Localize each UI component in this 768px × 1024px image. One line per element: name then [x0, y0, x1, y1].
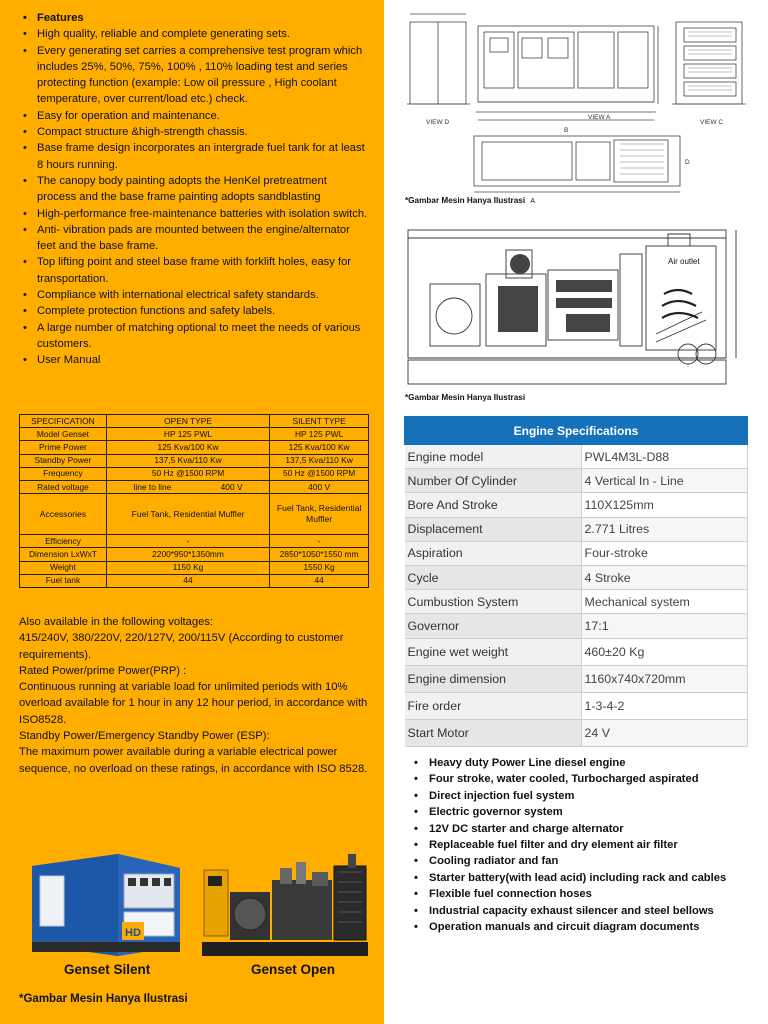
spec-label: Accessories: [20, 494, 107, 535]
engine-feature-item: • Cooling radiator and fan: [412, 853, 752, 869]
engine-spec-key: Engine model: [405, 445, 582, 469]
spec-header-row: [20, 415, 369, 428]
feature-item: • Compliance with international electrical safety standards.: [19, 287, 369, 303]
engine-spec-value: 4 Vertical In - Line: [581, 469, 748, 493]
engine-feature-item: • Operation manuals and circuit diagram documents: [412, 919, 752, 935]
engine-spec-value: 1160x740x720mm: [581, 665, 748, 692]
spec-label: Efficiency: [20, 535, 107, 548]
spec-open: 2200*950*1350mm: [106, 548, 269, 561]
spec-row: [20, 454, 369, 467]
voltage-prefix: line to line: [133, 481, 172, 492]
spec-header: SILENT TYPE: [270, 415, 369, 428]
engine-spec-key: Aspiration: [405, 541, 582, 565]
genset-silent-caption: Genset Silent: [64, 962, 151, 977]
engine-feature-item: • Flexible fuel connection hoses: [412, 886, 752, 902]
feature-item: • Easy for operation and maintenance.: [19, 108, 369, 124]
feature-item: • The canopy body painting adopts the HenKel pretreatment process and the base frame painting adopts sandblasting: [19, 173, 369, 206]
engine-spec-row: [405, 469, 748, 493]
feature-item: • Base frame design incorporates an intergrade fuel tank for at least 8 hours running.: [19, 140, 369, 173]
spec-silent: 44: [270, 574, 369, 587]
engine-spec-value: 2.771 Litres: [581, 517, 748, 541]
engine-spec-row: [405, 614, 748, 638]
spec-label: Dimension LxWxT: [20, 548, 107, 561]
drawing-note-1: [405, 196, 535, 205]
feature-item: • User Manual: [19, 352, 369, 368]
engine-feature-item: • 12V DC starter and charge alternator: [412, 821, 752, 837]
engine-spec-key: Number Of Cylinder: [405, 469, 582, 493]
spec-open: 137,5 Kva/110 Kw: [106, 454, 269, 467]
engine-spec-value: 110X125mm: [581, 493, 748, 517]
engine-spec-key: Governor: [405, 614, 582, 638]
feature-item: • Complete protection functions and safety labels.: [19, 303, 369, 319]
label-b: B: [564, 127, 569, 134]
feature-item: • High-performance free-maintenance batteries with isolation switch.: [19, 206, 369, 222]
spec-silent: 400 V: [270, 480, 369, 493]
spec-row: [20, 548, 369, 561]
engine-features-list: [412, 755, 752, 935]
features-heading: • Features: [19, 10, 369, 26]
engine-feature-item: • Four stroke, water cooled, Turbocharged aspirated: [412, 771, 752, 787]
feature-item: • Every generating set carries a comprehensive test program which includes 25%, 50%, 75%, 100% , 110% loading test and series protecting function (example: Low oil pressure , High coolant temperature, over current/load etc.) check.: [19, 43, 369, 108]
spec-silent: 50 Hz @1500 RPM: [270, 467, 369, 480]
spec-header: SPECIFICATION: [20, 415, 107, 428]
spec-open: 44: [106, 574, 269, 587]
voltage-notes: [19, 614, 371, 777]
genset-open-image: [200, 852, 370, 958]
spec-open: 50 Hz @1500 RPM: [106, 467, 269, 480]
spec-label: Standby Power: [20, 454, 107, 467]
engine-spec-key: Fire order: [405, 692, 582, 719]
note-line: Also available in the following voltages:: [19, 616, 214, 628]
spec-open: -: [106, 535, 269, 548]
spec-label: Weight: [20, 561, 107, 574]
note-line: 415/240V, 380/220V, 220/127V, 200/115V (According to customer requirements).: [19, 632, 344, 661]
engine-spec-key: Displacement: [405, 517, 582, 541]
engine-feature-item: • Electric governor system: [412, 804, 752, 820]
engine-spec-value: 1-3-4-2: [581, 692, 748, 719]
label-air-outlet: Air outlet: [668, 257, 700, 266]
spec-open-voltage: [106, 480, 269, 493]
drawing-note-1-mark: A: [530, 198, 536, 205]
engine-spec-row: [405, 493, 748, 517]
feature-item: • Compact structure &high-strength chassis.: [19, 124, 369, 140]
spec-label: Fuel tank: [20, 574, 107, 587]
feature-item: • A large number of matching optional to meet the needs of various customers.: [19, 320, 369, 353]
spec-silent: 125 Kva/100 Kw: [270, 441, 369, 454]
spec-silent: 137,5 Kva/110 Kw: [270, 454, 369, 467]
engine-spec-value: PWL4M3L-D88: [581, 445, 748, 469]
engine-spec-table: [404, 416, 748, 747]
engine-feature-item: • Industrial capacity exhaust silencer and steel bellows: [412, 903, 752, 919]
features-list: [19, 10, 369, 369]
note-line: Continuous running at variable load for unlimited periods with 10% overload available for 1 hour in any 12 hour period, in accordance with ISO8528.: [19, 681, 368, 726]
spec-row: [20, 441, 369, 454]
engine-spec-key: Engine dimension: [405, 665, 582, 692]
engine-spec-row: [405, 590, 748, 614]
engine-feature-item: • Heavy duty Power Line diesel engine: [412, 755, 752, 771]
engine-spec-value: 17:1: [581, 614, 748, 638]
engine-spec-key: Cumbustion System: [405, 590, 582, 614]
spec-header: OPEN TYPE: [106, 415, 269, 428]
spec-label: Rated voltage: [20, 480, 107, 493]
genset-logo: HD: [125, 927, 141, 939]
spec-silent: 2850*1050*1550 mm: [270, 548, 369, 561]
spec-row: [20, 428, 369, 441]
spec-silent: Fuel Tank, Residential Muffler: [270, 494, 369, 535]
feature-item: • Top lifting point and steel base frame with forklift holes, easy for transportation.: [19, 254, 369, 287]
engine-spec-row: [405, 665, 748, 692]
engine-spec-value: 24 V: [581, 719, 748, 746]
engine-spec-row: [405, 692, 748, 719]
spec-row: [20, 467, 369, 480]
engine-spec-row: [405, 541, 748, 565]
spec-row-voltage: [20, 480, 369, 493]
note-line: Standby Power/Emergency Standby Power (ESP):: [19, 730, 270, 743]
engine-feature-item: • Direct injection fuel system: [412, 788, 752, 804]
spec-label: Model Genset: [20, 428, 107, 441]
engine-spec-value: 460±20 Kg: [581, 638, 748, 665]
right-panel: [384, 0, 768, 1024]
label-view-d: VIEW D: [426, 119, 450, 126]
engine-spec-row: [405, 565, 748, 589]
engine-spec-row: [405, 638, 748, 665]
feature-item: • Anti- vibration pads are mounted between the engine/alternator feet and the base frame.: [19, 222, 369, 255]
engine-feature-item: • Starter battery(with lead acid) including rack and cables: [412, 870, 752, 886]
engine-side-drawing: [406, 224, 752, 390]
engine-spec-row: [405, 719, 748, 746]
drawing-note-2: *Gambar Mesin Hanya Ilustrasi: [405, 393, 526, 402]
spec-row-accessories: [20, 494, 369, 535]
note-line: The maximum power available during a variable electrical power sequence, no overload on these ratings, in accordance with ISO 8528.: [19, 746, 368, 775]
spec-open: HP 125 PWL: [106, 428, 269, 441]
dimension-drawing: [404, 8, 750, 204]
spec-row: [20, 561, 369, 574]
engine-spec-value: 4 Stroke: [581, 565, 748, 589]
genset-open-caption: Genset Open: [251, 962, 336, 977]
drawing-note-1-text: *Gambar Mesin Hanya Ilustrasi: [405, 196, 526, 205]
note-line: Rated Power/prime Power(PRP) :: [19, 664, 187, 677]
engine-spec-row: [405, 517, 748, 541]
engine-spec-value: Mechanical system: [581, 590, 748, 614]
spec-open: Fuel Tank, Residential Muffler: [106, 494, 269, 535]
spec-open: 1150 Kg: [106, 561, 269, 574]
spec-open: 125 Kva/100 Kw: [106, 441, 269, 454]
label-view-a: VIEW A: [588, 114, 611, 121]
engine-spec-row: [405, 445, 748, 469]
engine-feature-item: • Replaceable fuel filter and dry element air filter: [412, 837, 752, 853]
label-d: D: [685, 159, 690, 166]
engine-spec-key: Bore And Stroke: [405, 493, 582, 517]
spec-silent: -: [270, 535, 369, 548]
spec-row: [20, 574, 369, 587]
engine-spec-key: Cycle: [405, 565, 582, 589]
engine-spec-key: Start Motor: [405, 719, 582, 746]
illustration-footnote: *Gambar Mesin Hanya Ilustrasi: [19, 993, 188, 1005]
spec-table: [19, 414, 369, 588]
spec-label: Prime Power: [20, 441, 107, 454]
spec-label: Frequency: [20, 467, 107, 480]
engine-spec-key: Engine wet weight: [405, 638, 582, 665]
engine-spec-title: Engine Specifications: [405, 417, 748, 445]
voltage-value: 400 V: [220, 481, 243, 492]
label-view-c: VIEW C: [700, 119, 724, 126]
engine-spec-value: Four-stroke: [581, 541, 748, 565]
genset-silent-image: [28, 846, 184, 960]
spec-silent: 1550 Kg: [270, 561, 369, 574]
spec-row: [20, 535, 369, 548]
feature-item: • High quality, reliable and complete generating sets.: [19, 26, 369, 42]
spec-silent: HP 125 PWL: [270, 428, 369, 441]
